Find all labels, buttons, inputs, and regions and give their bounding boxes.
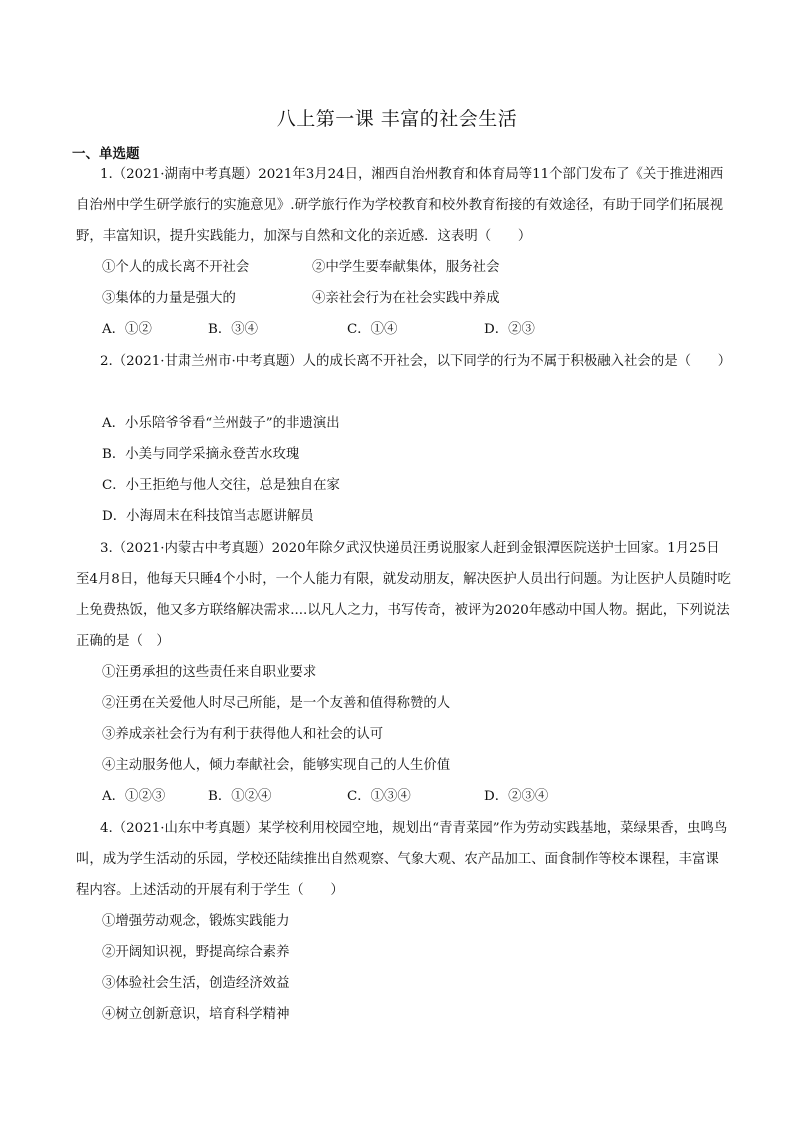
question-1-item-3: ③集体的力量是强大的: [102, 291, 236, 306]
page-title: 八上第一课 丰富的社会生活: [276, 108, 518, 130]
question-3-item-3: ③养成亲社会行为有利于获得他人和社会的认可: [102, 727, 384, 742]
question-1-option-c: C．①④: [347, 322, 398, 337]
question-1-item-2: ②中学生要奉献集体，服务社会: [312, 260, 500, 275]
question-4-stem: 4.（2021·山东中考真题）某学校利用校园空地，规划出“青青菜园”作为劳动实践基地，菜绿果香，虫鸣鸟叫，成为学生活动的乐园，学校还陆续推出自然观察、气象大观、农产品加工、面食制作等校本课程，丰富课程内容。上述活动的开展有利于学生（ ）: [76, 821, 728, 898]
question-3-option-c: C．①③④: [347, 789, 411, 804]
question-4-item-2: ②开阔知识视，野提高综合素养: [102, 945, 290, 960]
question-4-item-1: ①增强劳动观念，锻炼实践能力: [102, 914, 290, 929]
question-3-option-b: B．①②④: [208, 789, 272, 804]
question-1-option-d: D．②③: [484, 322, 535, 337]
question-1-item-1: ①个人的成长离不开社会: [102, 260, 250, 275]
question-2-option-d: D．小海周末在科技馆当志愿讲解员: [102, 509, 314, 524]
section-heading: 一、单选题: [72, 146, 140, 162]
question-3-stem: 3.（2021·内蒙古中考真题）2020年除夕武汉快递员汪勇说服家人赶到金银潭医院送护士回家。1月25日至4月8日，他每天只睡4个小时，一个人能力有限，就发动朋友，解决医护人员出行问题。为让医护人员随时吃上免费热饭，他又多方联络解决需求....以凡人之力，书写传奇，被评为2020年感动中国人物。据此，下列说法正确的是（ ）: [76, 541, 731, 649]
question-1-item-4: ④亲社会行为在社会实践中养成: [312, 291, 500, 306]
question-3-option-d: D．②③④: [484, 789, 549, 804]
question-2-option-a: A．小乐陪爷爷看“兰州鼓子”的非遗演出: [102, 416, 340, 431]
question-1-option-b: B．③④: [208, 322, 259, 337]
question-3-item-4: ④主动服务他人，倾力奉献社会，能够实现自己的人生价值: [102, 758, 451, 773]
question-2-stem: 2.（2021·甘肃兰州市·中考真题）人的成长离不开社会，以下同学的行为不属于积极融入社会的是（ ）: [100, 354, 732, 369]
question-4-item-4: ④树立创新意识，培育科学精神: [102, 1007, 290, 1022]
question-1-option-a: A．①②: [102, 322, 152, 337]
question-2-option-c: C．小王拒绝与他人交往，总是独自在家: [102, 478, 340, 493]
question-3-item-1: ①汪勇承担的这些责任来自职业要求: [102, 665, 317, 680]
question-3-item-2: ②汪勇在关爱他人时尽己所能，是一个友善和值得称赞的人: [102, 696, 451, 711]
question-1-stem: 1.（2021·湖南中考真题）2021年3月24日，湘西自治州教育和体育局等11个部门发布了《关于推进湘西自治州中学生研学旅行的实施意见》.研学旅行作为学校教育和校外教育衔接的有效途径，有助于同学们拓展视野，丰富知识，提升实践能力，加深与自然和文化的亲近感．这表明（ ）: [76, 167, 724, 244]
question-2-option-b: B．小美与同学采摘永登苦水玫瑰: [102, 447, 300, 462]
question-4-item-3: ③体验社会生活，创造经济效益: [102, 976, 290, 991]
question-3-option-a: A．①②③: [102, 789, 166, 804]
